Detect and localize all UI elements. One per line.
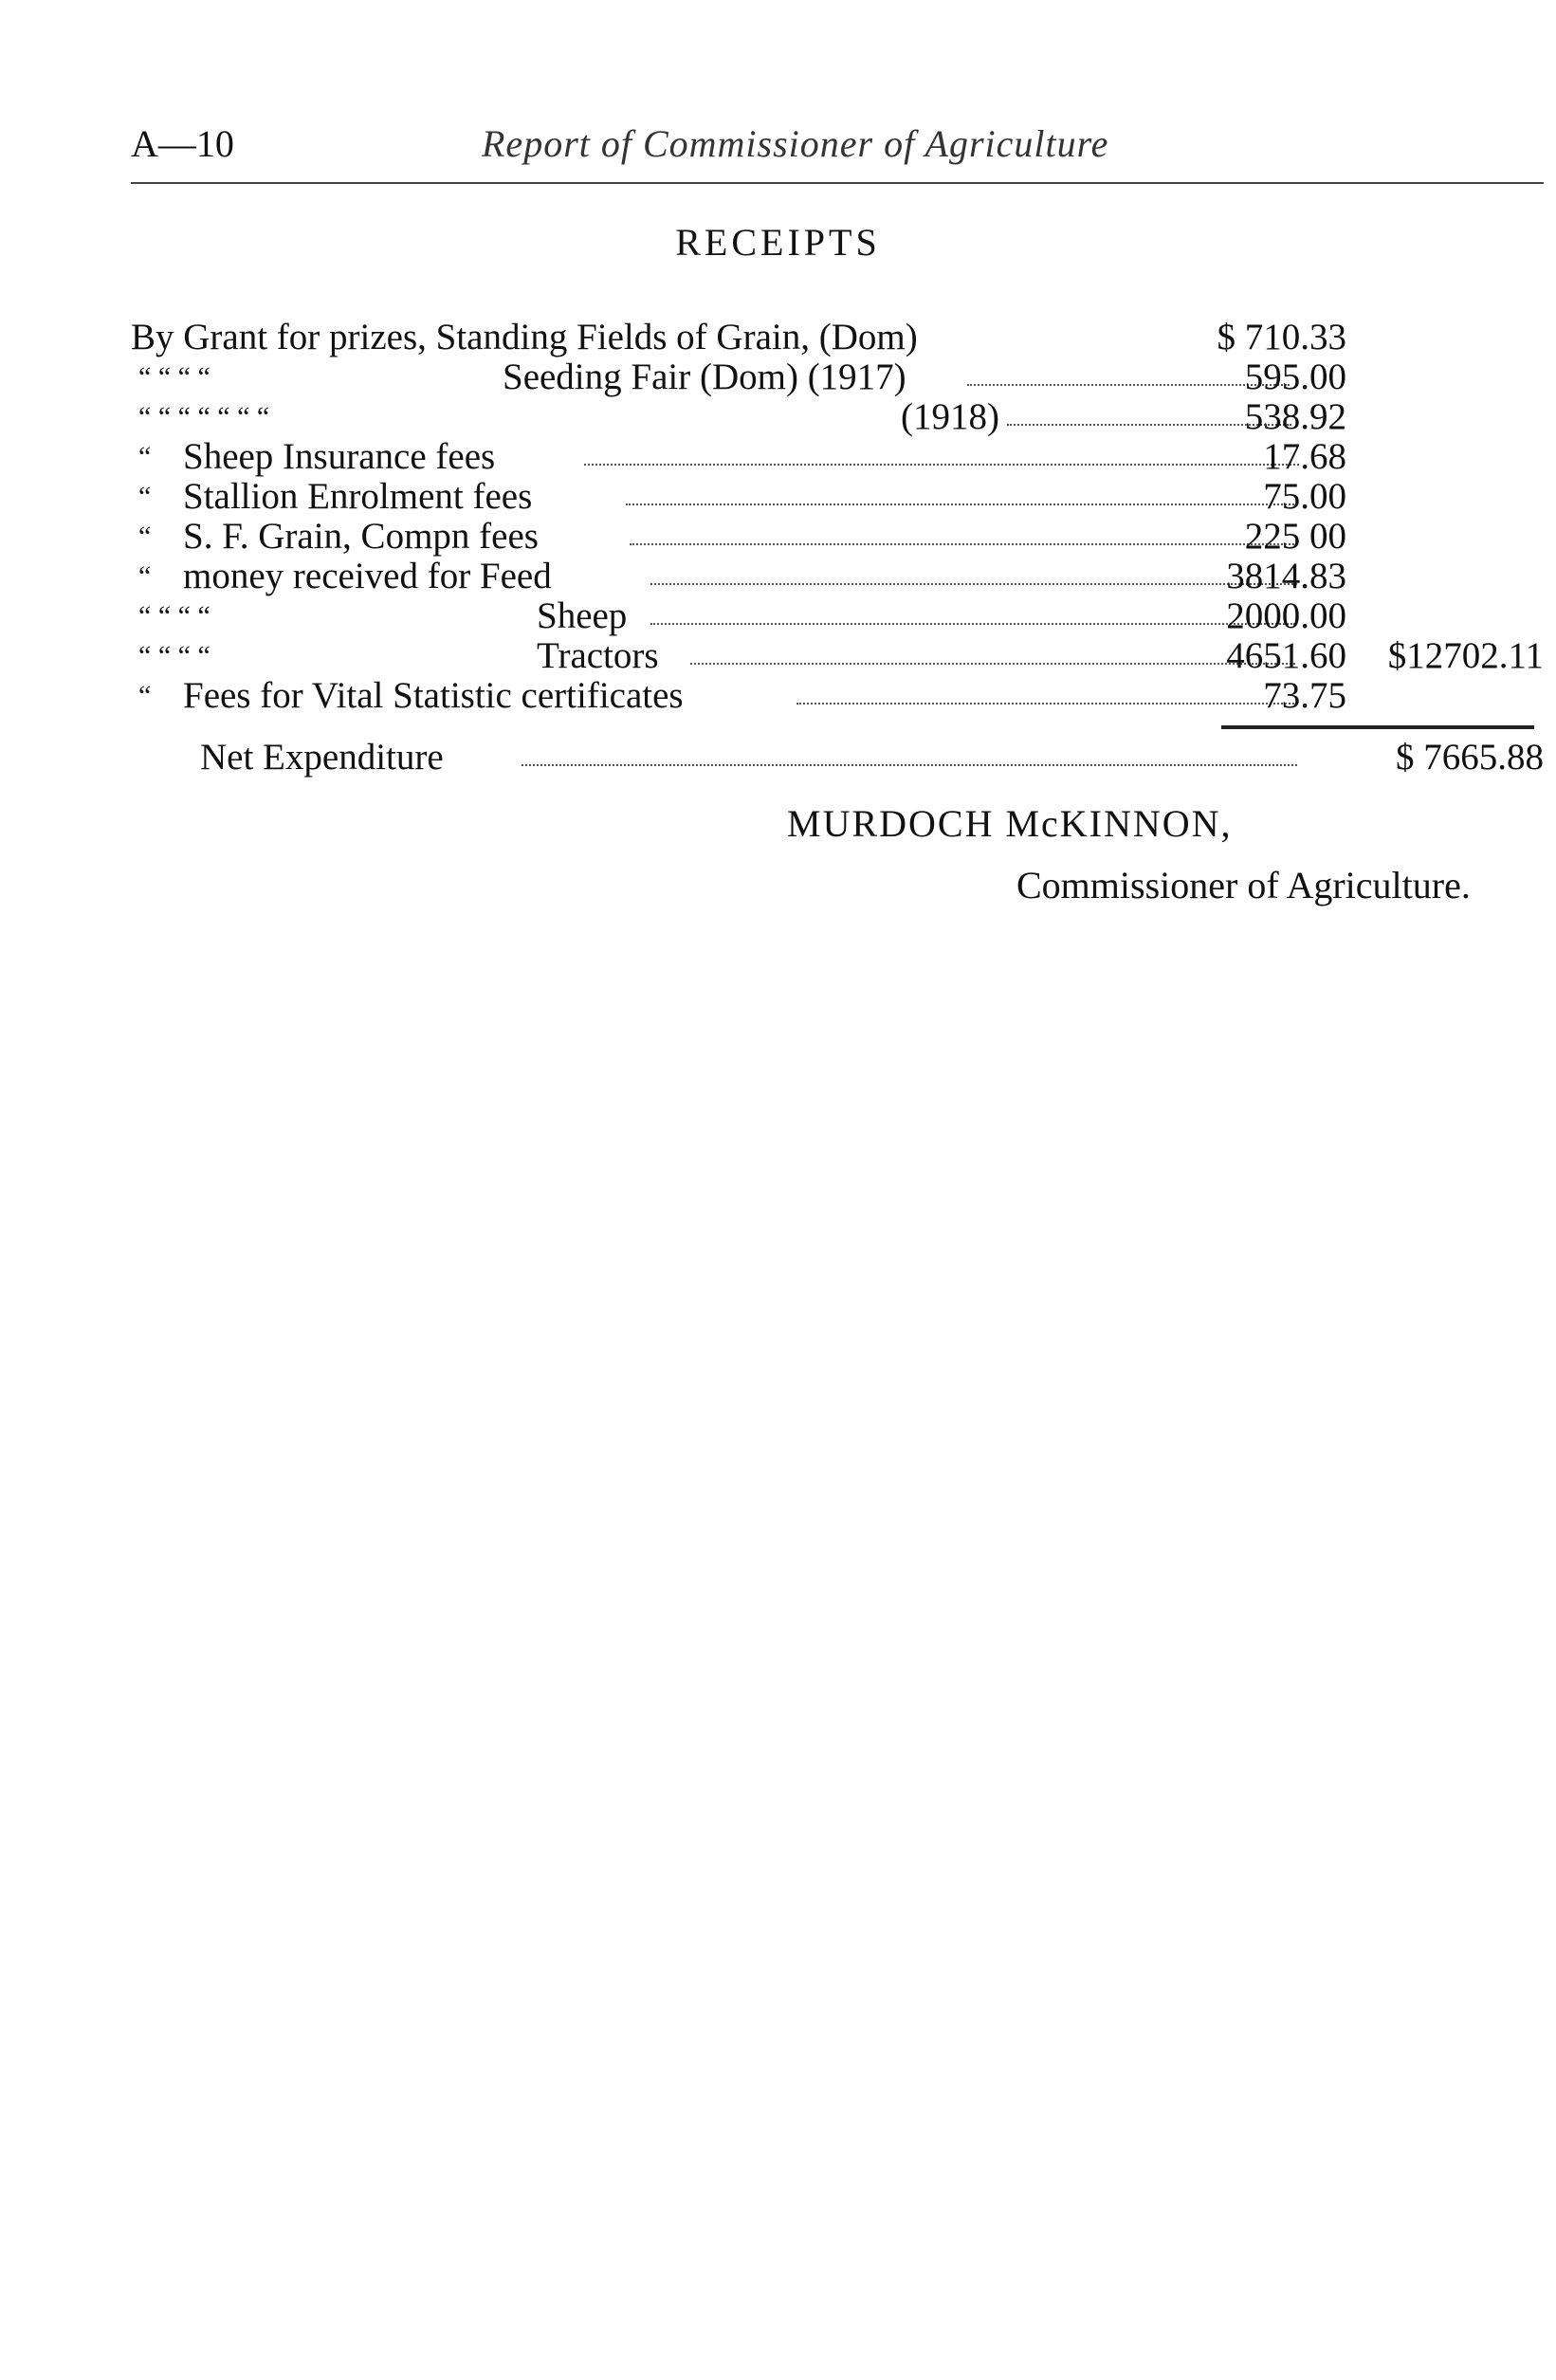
receipt-label: S. F. Grain, Compn fees xyxy=(183,516,539,557)
ditto-marks: “ “ “ “ “ “ “ xyxy=(138,401,270,432)
receipt-amount: 4651.60 xyxy=(1226,635,1346,676)
signatory-name: MURDOCH McKINNON, xyxy=(787,802,1233,845)
ditto-marks: “ xyxy=(138,521,152,552)
receipt-row xyxy=(131,555,1544,598)
receipt-amount: 538.92 xyxy=(1244,396,1346,437)
net-expenditure-row xyxy=(131,736,1544,779)
receipt-row xyxy=(131,395,1544,439)
ditto-marks: “ “ “ “ xyxy=(138,640,211,671)
receipt-row xyxy=(131,634,1544,678)
receipt-label: money received for Feed xyxy=(183,556,552,596)
receipt-amount: 595.00 xyxy=(1244,357,1346,397)
ditto-marks: “ “ “ “ xyxy=(138,361,211,393)
receipt-label: Sheep xyxy=(537,595,628,636)
receipt-row xyxy=(131,475,1544,519)
receipt-row xyxy=(131,356,1544,399)
receipt-amount: 17.68 xyxy=(1263,436,1346,477)
section-heading: RECEIPTS xyxy=(675,221,881,264)
receipt-label: Tractors xyxy=(537,635,659,676)
receipt-label: Seeding Fair (Dom) (1917) xyxy=(503,357,906,397)
receipt-label: Sheep Insurance fees xyxy=(183,436,496,477)
ditto-marks: “ “ “ “ xyxy=(138,600,211,632)
ditto-marks: “ xyxy=(138,680,152,711)
net-expenditure-label: Net Expenditure xyxy=(200,737,444,778)
receipt-amount: 75.00 xyxy=(1263,476,1346,517)
receipt-row xyxy=(131,316,1544,359)
receipt-amount: $ 710.33 xyxy=(1217,317,1346,357)
receipt-amount: 225 00 xyxy=(1244,516,1346,557)
ditto-marks: “ xyxy=(138,560,152,592)
receipt-label: (1918) xyxy=(901,396,999,437)
running-title: Report of Commissioner of Agriculture xyxy=(482,122,1109,165)
receipt-row xyxy=(131,435,1544,479)
receipt-amount: 73.75 xyxy=(1263,675,1346,716)
header-rule xyxy=(131,182,1544,184)
page-number: A—10 xyxy=(131,122,234,165)
receipt-row xyxy=(131,674,1544,718)
ditto-marks: “ xyxy=(138,441,152,472)
net-expenditure-value: $ 7665.88 xyxy=(1396,737,1544,778)
receipt-row xyxy=(131,595,1544,638)
total-rule xyxy=(1221,725,1534,729)
receipt-label: By Grant for prizes, Standing Fields of Grain, (Dom) xyxy=(131,317,918,357)
ditto-marks: “ xyxy=(138,481,152,512)
receipt-row xyxy=(131,515,1544,558)
dot-leader xyxy=(522,764,1297,766)
receipt-label: Fees for Vital Statistic certificates xyxy=(183,675,684,716)
receipt-amount: 3814.83 xyxy=(1226,556,1346,596)
receipts-total: $12702.11 xyxy=(1387,635,1544,676)
receipt-label: Stallion Enrolment fees xyxy=(183,476,533,517)
signatory-title: Commissioner of Agriculture. xyxy=(1016,864,1471,906)
receipt-amount: 2000.00 xyxy=(1226,595,1346,636)
page-header xyxy=(131,121,1534,178)
